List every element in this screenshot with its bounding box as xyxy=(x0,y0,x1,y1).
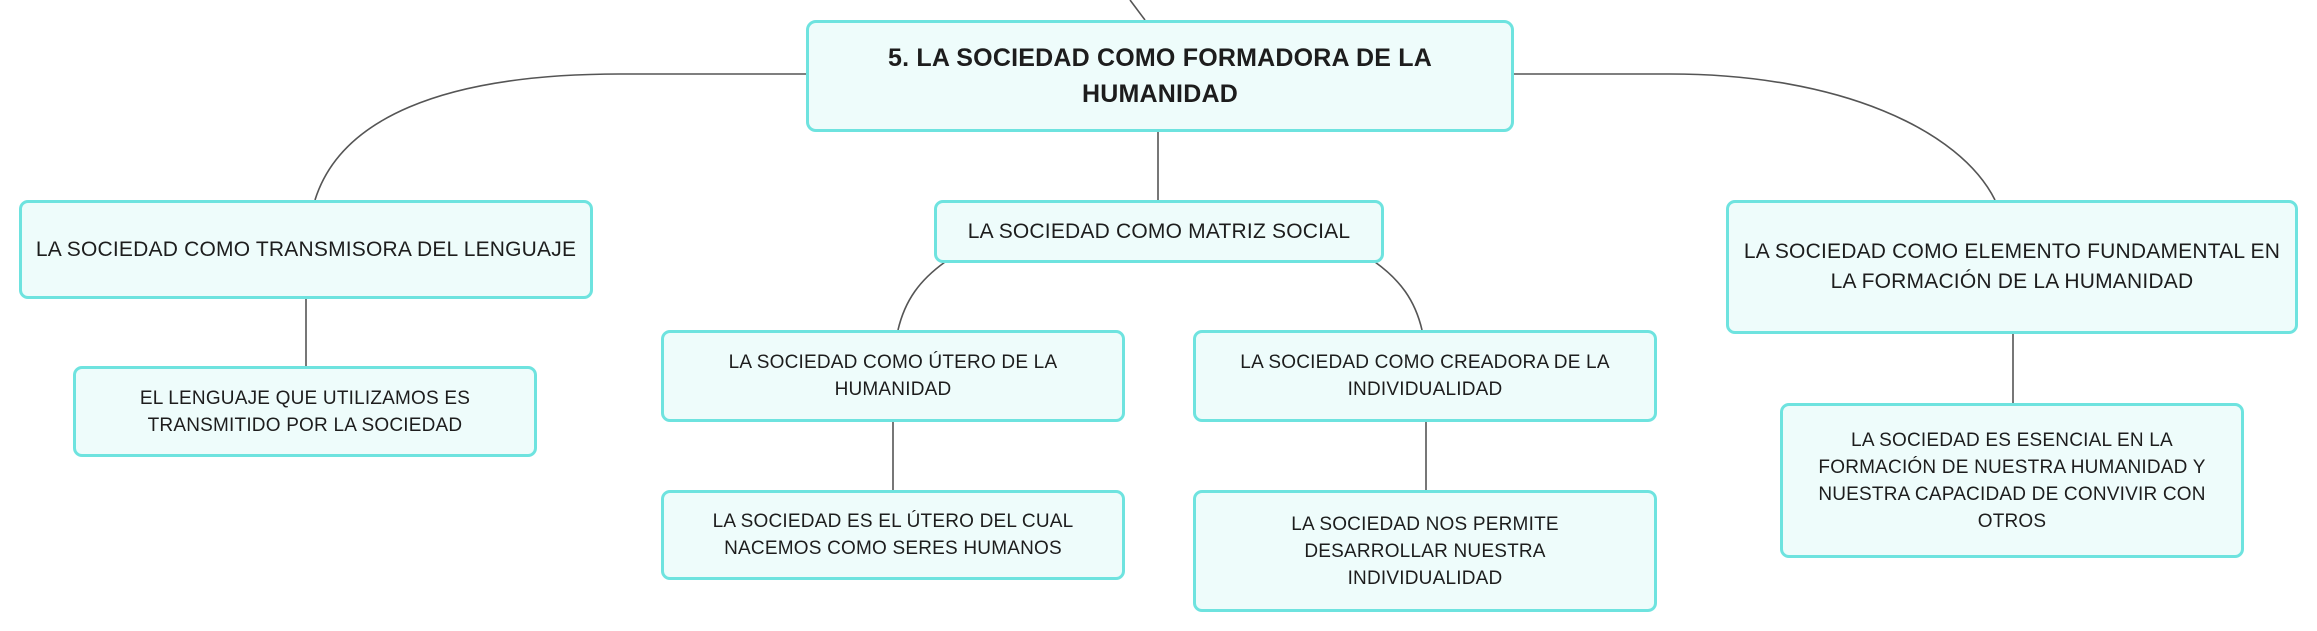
node-label: LA SOCIEDAD NOS PERMITE DESARROLLAR NUESTRA INDIVIDUALIDAD xyxy=(1291,513,1559,589)
root-node[interactable] xyxy=(806,20,1514,132)
node-creadora-individualidad[interactable] xyxy=(1193,330,1657,422)
node-label: LA SOCIEDAD COMO CREADORA DE LA INDIVIDUALIDAD xyxy=(1240,352,1610,400)
connector-incoming-root xyxy=(1130,0,1145,20)
node-esencial-convivir[interactable] xyxy=(1780,403,2244,558)
node-desarrollar-individualidad[interactable] xyxy=(1193,490,1657,612)
node-label: LA SOCIEDAD COMO TRANSMISORA DEL LENGUAJE xyxy=(35,237,577,261)
node-label: LA SOCIEDAD ES ESENCIAL EN LA FORMACIÓN DE NUESTRA HUMANIDAD Y NUESTRA CAPACIDAD DE CONVIVIR CON OTROS xyxy=(1818,429,2206,532)
node-utero-humanidad[interactable] xyxy=(661,330,1125,422)
node-label: LA SOCIEDAD COMO ELEMENTO FUNDAMENTAL EN LA FORMACIÓN DE LA HUMANIDAD xyxy=(1743,240,2281,293)
node-label: EL LENGUAJE QUE UTILIZAMOS ES TRANSMITIDO POR LA SOCIEDAD xyxy=(139,387,471,436)
node-label: LA SOCIEDAD COMO ÚTERO DE LA HUMANIDAD xyxy=(728,352,1058,400)
node-lenguaje-transmitido[interactable] xyxy=(73,366,537,457)
connector-matriz-utero xyxy=(898,262,945,330)
node-utero-nacemos[interactable] xyxy=(661,490,1125,580)
connector-matriz-individualidad xyxy=(1375,262,1422,330)
node-elemento-fundamental[interactable] xyxy=(1726,200,2298,334)
node-transmisora-lenguaje[interactable] xyxy=(19,200,593,299)
root-node-label: 5. LA SOCIEDAD COMO FORMADORA DE LA HUMANIDAD xyxy=(887,44,1433,108)
node-label: LA SOCIEDAD COMO MATRIZ SOCIAL xyxy=(967,219,1351,243)
connector-root-elemento xyxy=(1512,74,1995,200)
connector-root-lenguaje xyxy=(315,74,807,200)
node-matriz-social[interactable] xyxy=(934,200,1384,263)
node-label: LA SOCIEDAD ES EL ÚTERO DEL CUAL NACEMOS COMO SERES HUMANOS xyxy=(712,511,1074,559)
